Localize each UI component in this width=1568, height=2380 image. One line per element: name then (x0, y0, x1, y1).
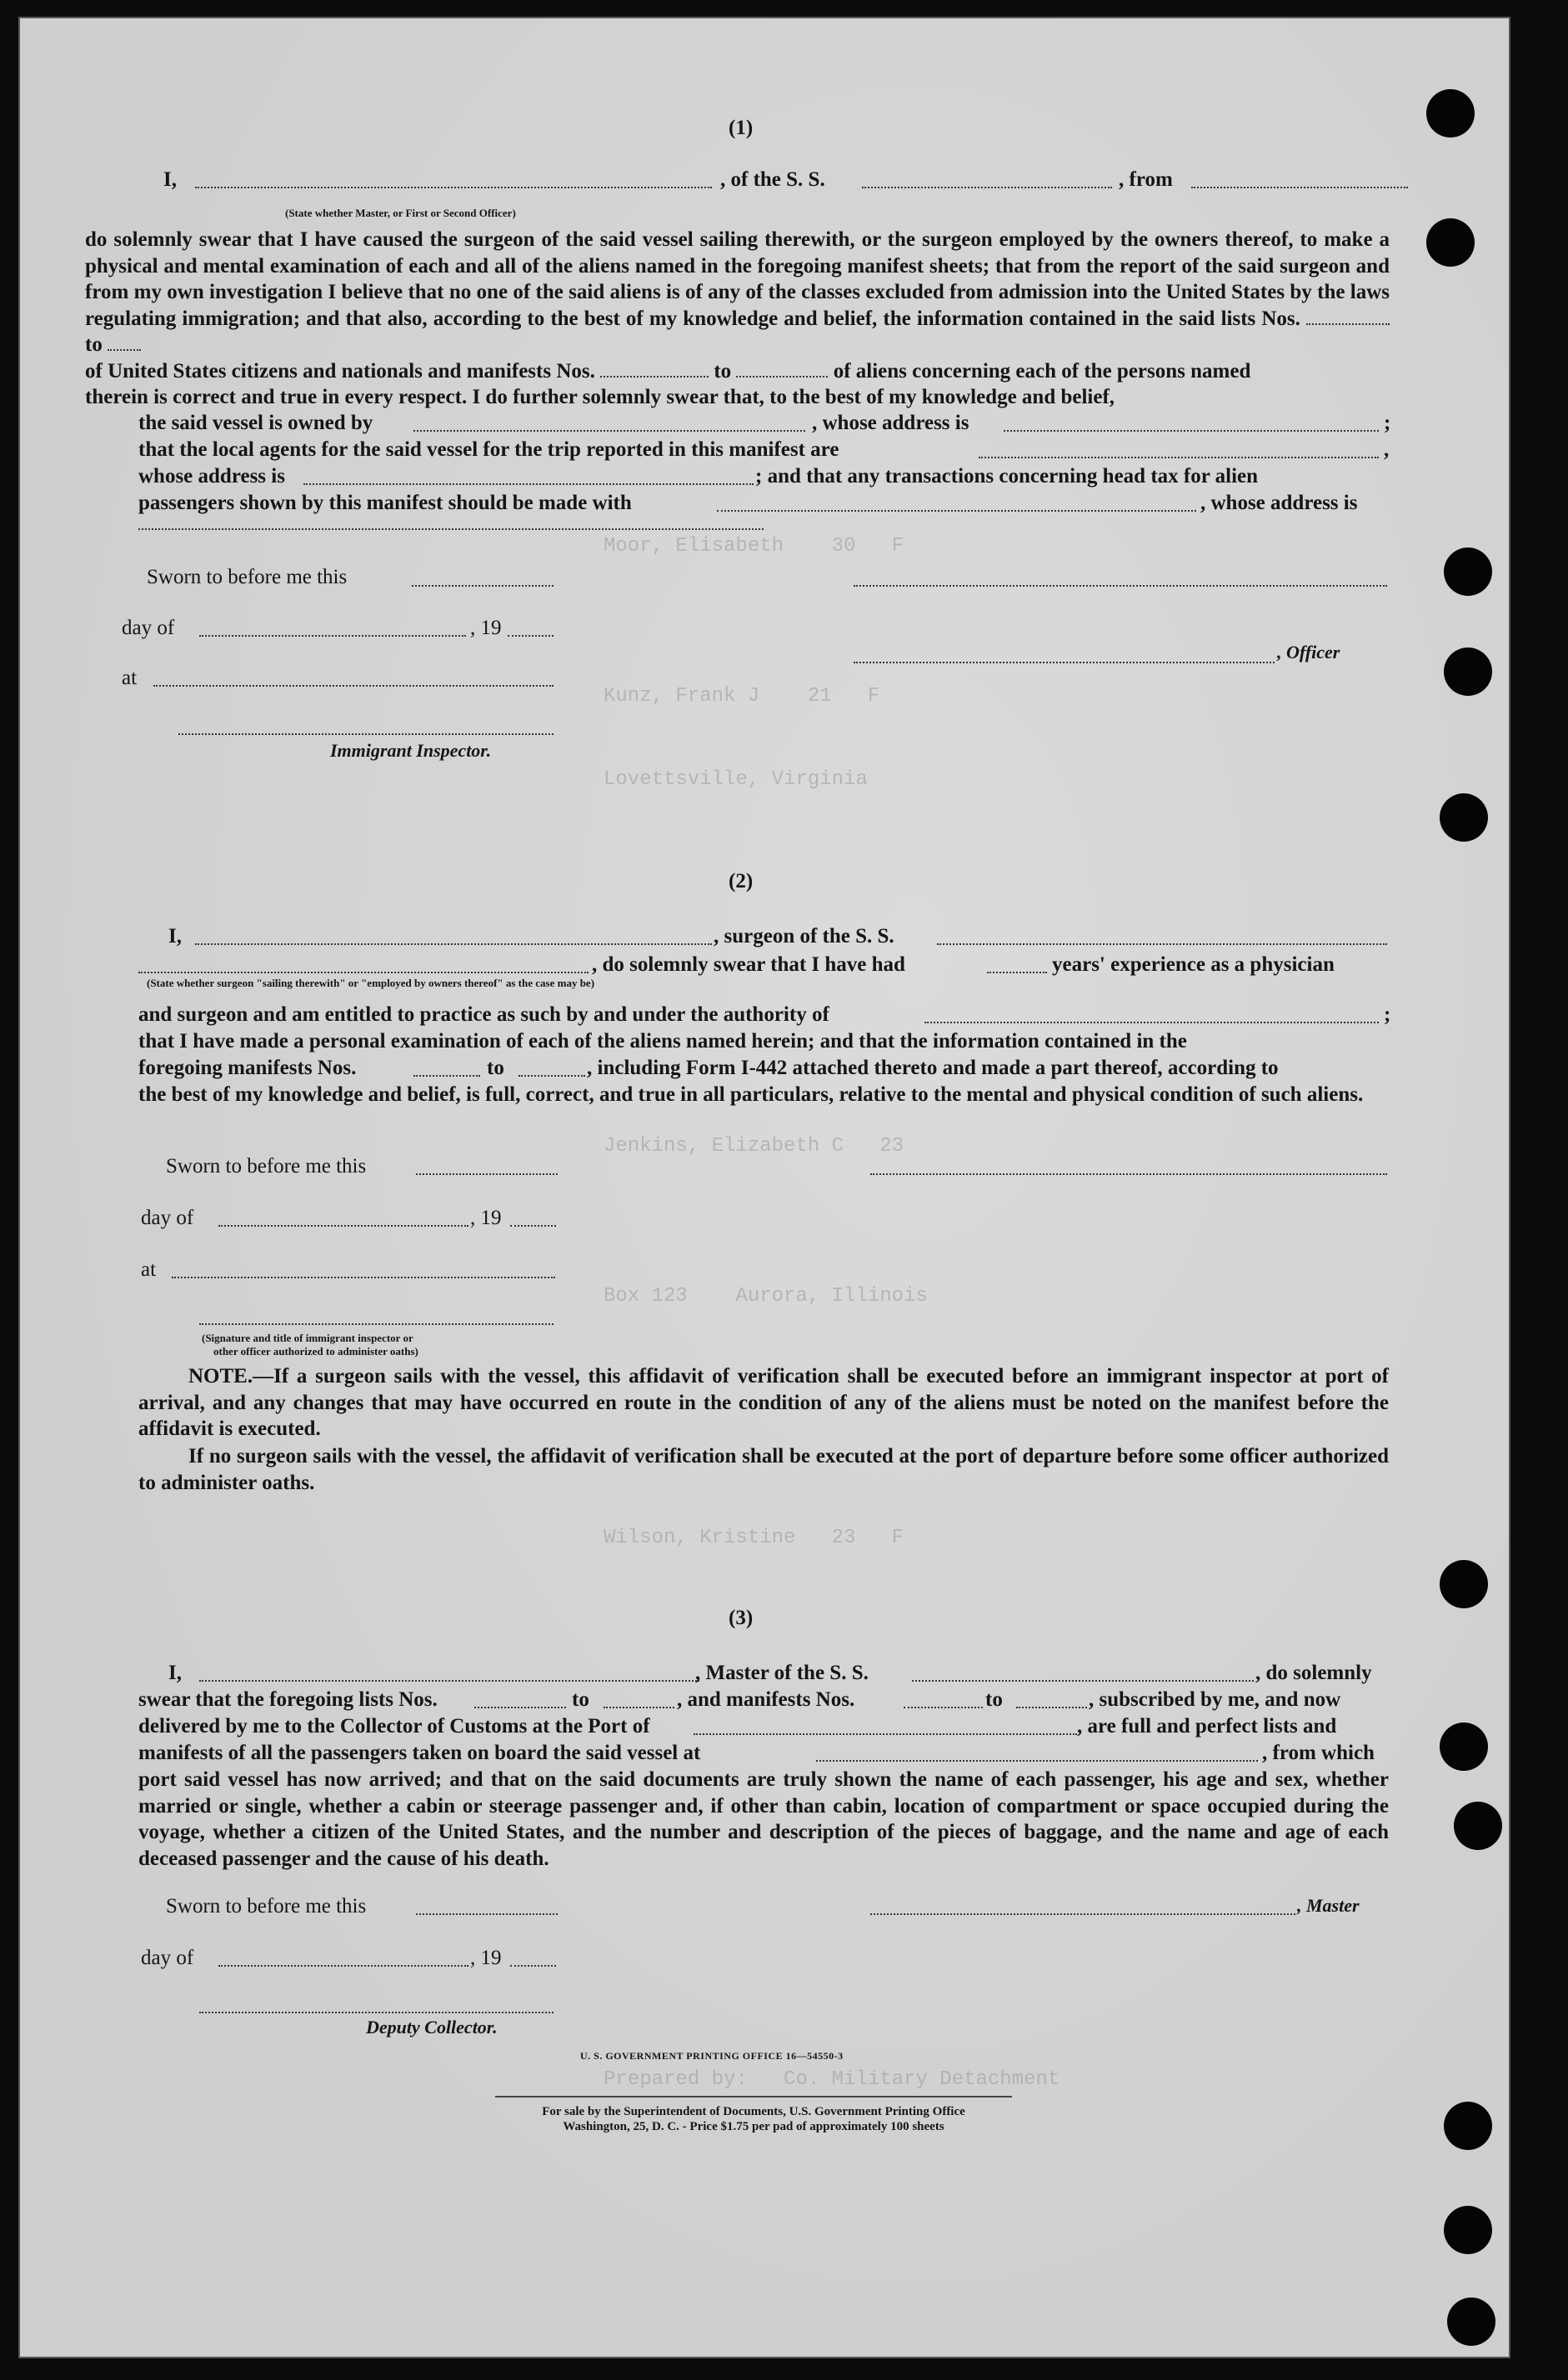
sec2-note-2: If no surgeon sails with the vessel, the affidavit of verification shall be executed at the port of departure before some officer authorized to administer oaths. (138, 1445, 1389, 1494)
sec1-aliens: of aliens concerning each of the persons named (833, 359, 1251, 382)
sec2-sworn-label: Sworn to before me this (166, 1155, 367, 1178)
sec3-solemnly: , do solemnly (1255, 1662, 1372, 1684)
sec2-foregoing: foregoing manifests Nos. (138, 1057, 357, 1079)
sec2-p1: that I have made a personal examination of each of the aliens named herein; and that the information contained in the (138, 1030, 1187, 1052)
sec1-from: , from (1119, 168, 1173, 191)
sec2-year-field[interactable] (510, 1225, 556, 1227)
owner-field[interactable] (413, 430, 805, 432)
sec3-i: I, (168, 1662, 182, 1684)
sec2-years: years' experience as a physician (1052, 953, 1335, 976)
sec3-sworn-label: Sworn to before me this (166, 1895, 367, 1918)
sec3-manifests-from-field[interactable] (904, 1707, 983, 1708)
sec3-year-field[interactable] (510, 1965, 556, 1967)
agents-address-field[interactable] (303, 483, 754, 485)
manifest-back-page (18, 17, 1510, 2358)
sec1-of-us: of United States citizens and nationals and manifests Nos. (85, 359, 595, 382)
bleed-through-text: Moor, Elisabeth 30 F (604, 535, 904, 558)
sec3-subscribed: , subscribed by me, and now (1089, 1688, 1341, 1711)
manifests-from-field[interactable] (600, 361, 709, 378)
sec2-surgeon-ss: , surgeon of the S. S. (714, 925, 894, 948)
officer-title-line[interactable] (854, 662, 1275, 663)
sec1-at-label: at (122, 667, 138, 689)
sec2-p2: the best of my knowledge and belief, is full, correct, and true in all particulars, relative to the mental and physical condition of such aliens. (138, 1083, 1364, 1106)
bleed-through-text: Jenkins, Elizabeth C 23 (604, 1135, 904, 1158)
headtax-text: ; and that any transactions concerning head tax for alien (755, 465, 1259, 488)
sec2-month-field[interactable] (218, 1225, 468, 1227)
sec3-year-label: , 19 (470, 1947, 502, 1969)
deputy-signature-line[interactable] (199, 2012, 554, 2013)
section-2-number: (2) (729, 870, 754, 892)
headtax-address-field[interactable] (138, 528, 764, 530)
sec1-sworn-label: Sworn to before me this (147, 566, 348, 588)
passengers-label: passengers shown by this manifest should be made with (138, 492, 632, 514)
master-signature-line[interactable] (870, 1913, 1295, 1915)
sec2-year-label: , 19 (470, 1207, 502, 1229)
sec3-manifests-to-field[interactable] (1016, 1707, 1087, 1708)
sec3-day-label: day of (141, 1947, 194, 1969)
sec1-year-field[interactable] (508, 635, 554, 637)
surgeon-signature-line[interactable] (870, 1173, 1387, 1175)
sec3-full: , are full and perfect lists and (1077, 1715, 1337, 1738)
sec2-and-surgeon: and surgeon and am entitled to practice as such by and under the authority of (138, 1003, 829, 1026)
master-name-field[interactable] (199, 1680, 699, 1682)
sec2-day-label: day of (141, 1207, 194, 1229)
bleed-through-text: Wilson, Kristine 23 F (604, 1527, 904, 1549)
sec1-to-2: to (714, 359, 732, 382)
sec3-sworn-day-field[interactable] (416, 1913, 558, 1915)
sec1-signature-line[interactable] (854, 585, 1387, 587)
officer-name-field[interactable] (195, 187, 712, 188)
lists-from-field[interactable] (1306, 308, 1390, 325)
section-3-number: (3) (729, 1607, 754, 1629)
embarkation-port-field[interactable] (816, 1760, 1258, 1762)
bleed-through-text: Prepared by: Co. Military Detachment (604, 2068, 1060, 2091)
punch-hole (1426, 218, 1475, 267)
sec2-sig-note-1: (Signature and title of immigrant inspector or (202, 1332, 413, 1344)
sec2-i: I, (168, 925, 182, 948)
sec2-semicolon: ; (1384, 1003, 1391, 1026)
footer-rule (495, 2096, 1012, 2098)
punch-hole (1447, 2298, 1495, 2346)
comma: , (1384, 438, 1390, 461)
punch-hole (1454, 1802, 1502, 1850)
sec1-at-field[interactable] (153, 685, 554, 687)
sec2-at-label: at (141, 1258, 157, 1281)
sec1-of-ss: , of the S. S. (720, 168, 825, 191)
sec2-swear: , do solemnly swear that I have had (592, 953, 905, 976)
sec2-inspector-signature-line[interactable] (199, 1323, 554, 1325)
sec3-lists-from-field[interactable] (474, 1707, 566, 1708)
semicolon: ; (1384, 412, 1391, 434)
inspector-signature-line[interactable] (178, 733, 554, 735)
sec2-including: , including Form I-442 attached thereto and made a part thereof, according to (587, 1057, 1279, 1079)
punch-hole (1444, 2206, 1492, 2254)
section-1-number: (1) (729, 117, 754, 139)
bleed-through-text: Box 123 Aurora, Illinois (604, 1285, 928, 1308)
officer-label: , Officer (1277, 642, 1340, 662)
from-port-field[interactable] (1191, 187, 1408, 188)
sec3-p1: port said vessel has now arrived; and that on the said documents are truly shown the name of each passenger, his age and sex, whether married or single, whether a cabin or steerage passenger and, if other than cabin, location of compartment or space occupied during the voyage, whether a citizen of the United States, and the number and description of the pieces of baggage, and the name and age of each deceased passenger and the cause of his death. (138, 1768, 1389, 1870)
agents-field[interactable] (979, 457, 1379, 458)
sec1-sworn-day-field[interactable] (412, 585, 554, 587)
punch-hole (1440, 1560, 1488, 1608)
authority-field[interactable] (924, 1022, 1379, 1023)
sec3-month-field[interactable] (218, 1965, 468, 1967)
sec1-to: to (85, 333, 103, 356)
bleed-through-text: Lovettsville, Virginia (604, 768, 868, 791)
owned-by-label: the said vessel is owned by (138, 412, 373, 434)
punch-hole (1444, 2102, 1492, 2150)
sale-notice-2: Washington, 25, D. C. - Price $1.75 per pad of approximately 100 sheets (563, 2120, 944, 2133)
punch-hole (1440, 1722, 1488, 1771)
sec2-to: to (487, 1057, 504, 1079)
sec1-day-label: day of (122, 617, 175, 639)
sec1-i: I, (163, 168, 177, 191)
sec3-ship-field[interactable] (912, 1680, 1254, 1682)
gpo-imprint: U. S. GOVERNMENT PRINTING OFFICE 16—54550-3 (580, 2050, 844, 2062)
headtax-address-label: , whose address is (1200, 492, 1358, 514)
sec3-master-ss: , Master of the S. S. (695, 1662, 869, 1684)
inspector-label: Immigrant Inspector. (330, 740, 492, 761)
sec3-to-1: to (572, 1688, 589, 1711)
surgeon-status-field[interactable] (138, 972, 589, 973)
agents-label: that the local agents for the said vessel for the trip reported in this manifest are (138, 438, 839, 461)
sec2-sworn-day-field[interactable] (416, 1173, 558, 1175)
note-label: NOTE. (188, 1365, 253, 1388)
surgeon-name-field[interactable] (195, 943, 712, 945)
punch-hole (1440, 793, 1488, 842)
sec3-to-2: to (985, 1688, 1003, 1711)
bleed-through-text: Kunz, Frank J 21 F (604, 685, 880, 708)
sec2-note (138, 1363, 1389, 1442)
sec3-manifests-of: manifests of all the passengers taken on board the said vessel at (138, 1742, 701, 1764)
sec1-therein: therein is correct and true in every respect. I do further solemnly swear that, to the best of my knowledge and belief, (85, 386, 1115, 408)
customs-port-field[interactable] (694, 1733, 1077, 1735)
master-label: , Master (1297, 1895, 1360, 1916)
sec2-sig-note-2: other officer authorized to administer oaths) (213, 1345, 418, 1358)
sec2-at-field[interactable] (172, 1277, 555, 1278)
note-text: —If a surgeon sails with the vessel, this affidavit of verification shall be executed before an immigrant inspector at port of arrival, and any changes that may have occurred en route in the condition of any of the aliens must be noted on the manifest before the affidavit is executed. (138, 1365, 1389, 1440)
sec2-surgeon-note: (State whether surgeon "sailing therewith" or "employed by owners thereof" as the case may be) (147, 977, 595, 989)
lists-to-field[interactable] (108, 334, 141, 351)
sec1-year-label: , 19 (470, 617, 502, 639)
years-experience-field[interactable] (987, 972, 1047, 973)
punch-hole (1426, 89, 1475, 138)
owner-address-field[interactable] (1004, 430, 1379, 432)
punch-hole (1444, 548, 1492, 596)
punch-hole (1444, 648, 1492, 696)
owner-address-label: , whose address is (812, 412, 969, 434)
sale-notice-1: For sale by the Superintendent of Documents, U.S. Government Printing Office (542, 2105, 965, 2118)
sec1-officer-note: (State whether Master, or First or Second Officer) (285, 207, 516, 219)
sec3-manifests: , and manifests Nos. (677, 1688, 855, 1711)
sec1-oath-text: do solemnly swear that I have caused the surgeon of the said vessel sailing therewith, or the surgeon employed by the owners thereof, to make a physical and mental examination of each and all of the aliens named in the foregoing manifest sheets; that from the report of the said surgeon and from my own investigation I believe that no one of the said aliens is of any of the classes excluded from admission into the United States by the laws regulating immigration; and that also, according to the best of my knowledge and belief, the information contained in the said lists Nos. (85, 228, 1390, 330)
deputy-label: Deputy Collector. (366, 2017, 498, 2038)
sec1-month-field[interactable] (199, 635, 466, 637)
sec3-lists-to-field[interactable] (604, 1707, 674, 1708)
sec1-oath-paragraph (85, 227, 1390, 411)
headtax-agent-field[interactable] (717, 510, 1196, 512)
ship-name-field[interactable] (862, 187, 1112, 188)
sec2-manifests-from-field[interactable] (413, 1075, 480, 1077)
manifests-to-field[interactable] (736, 361, 828, 378)
sec3-swear: swear that the foregoing lists Nos. (138, 1688, 438, 1711)
sec2-manifests-to-field[interactable] (518, 1075, 585, 1077)
sec3-from-which: , from which (1262, 1742, 1375, 1764)
agents-address-label: whose address is (138, 465, 285, 488)
sec2-ship-field[interactable] (937, 943, 1387, 945)
sec3-delivered: delivered by me to the Collector of Customs at the Port of (138, 1715, 650, 1738)
